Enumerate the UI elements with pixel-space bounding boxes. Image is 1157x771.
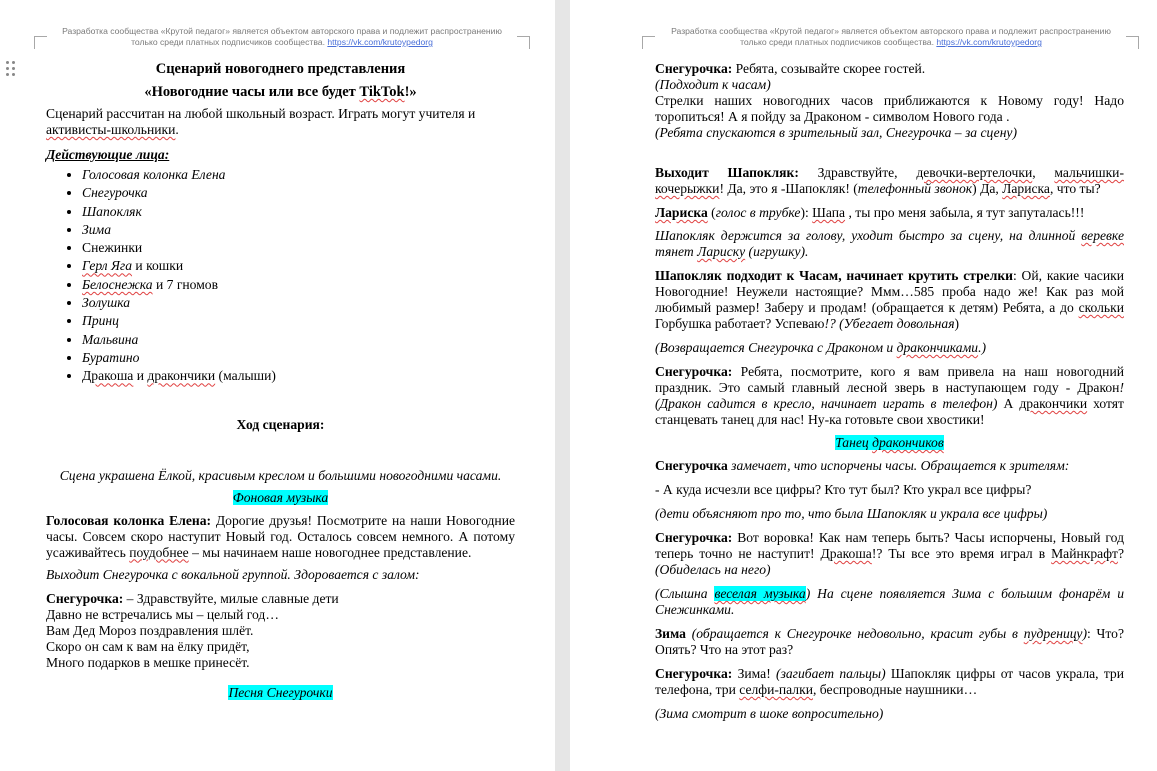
speech-text: - А куда исчезли все цифры? Кто тут был? Кто украл все цифры?	[655, 482, 1032, 497]
drag-handle-icon[interactable]	[6, 61, 18, 79]
page-1-body	[46, 61, 515, 701]
document-page-1	[0, 0, 555, 771]
scene-description: Сцена украшена Ёлкой, красивым креслом и большими новогодними часами.	[59, 467, 502, 483]
speech-zima: Зима (обращается к Снегурочке недовольно, красит губы в пудреницу): Что? Опять? Что на этот раз?	[655, 626, 1124, 657]
stage-direction: (Возвращается Снегурочка с Драконом и дракончиками.)	[655, 340, 986, 355]
poem: Снегурочка: – Здравствуйте, милые славные дети Давно не встречались мы – целый год… Вам Дед Мороз поздравления шлёт. Скоро он сам к вам на ёлку придёт, Много подарков в мешке принесёт.	[46, 590, 339, 670]
cast-heading: Действующие лица:	[46, 147, 170, 162]
stage-direction: Шапокляк держится за голову, уходит быстро за сцену, на длинной веревке тянет Лариску (игрушку).	[655, 228, 1124, 259]
header-link[interactable]: https://vk.com/krutoypedorg	[936, 37, 1042, 47]
cast-list	[46, 166, 515, 386]
stage-direction: (Слышна веселая музыка) На сцене появляется Зима с большим фонарём и Снежинками.	[655, 586, 1124, 617]
list-item: • Дракоша и дракончики (малыши)	[82, 367, 515, 385]
list-item: • Голосовая колонка Елена	[82, 166, 515, 184]
list-item: • Белоснежка и 7 гномов	[82, 276, 515, 294]
list-item: • Зима	[82, 221, 515, 239]
list-item: • Мальвина	[82, 331, 515, 349]
header-corner-left	[34, 36, 47, 49]
header-line-2: только среди платных подписчиков сообщества. https://vk.com/krutoypedorg	[131, 37, 433, 47]
speech-snegurochka-dragon: Снегурочка: Ребята, посмотрите, кого я вам привела на наш новогодний праздник. Это самый главный лесной зверь в наступающем году - Дракон! (Дракон садится в кресло, начинает играть в телефон) А дракончики хотят станцевать танец для нас! Ну-ка готовьте свои хвостики!	[655, 364, 1125, 427]
header-line-1: Разработка сообщества «Крутой педагог» является объектом авторского права и подлежит распространению	[62, 26, 502, 36]
list-item: • Герл Яга и кошки	[82, 257, 515, 275]
speech-lariska: Лариска (голос в трубке): Шапа , ты про меня забыла, я тут запуталась!!!	[655, 205, 1085, 220]
header-line-2: только среди платных подписчиков сообщества. https://vk.com/krutoypedorg	[740, 37, 1042, 47]
stage-direction: Снегурочка замечает, что испорчены часы. Обращается к зрителям:	[655, 458, 1070, 473]
speech-snegurochka-thief: Снегурочка: Вот воровка! Как нам теперь быть? Часы испорчены, Новый год теперь точно не наступит! Дракоша!? Ты все это время играл в Майнкрафт? (Обиделась на него)	[655, 530, 1124, 577]
script-subtitle: «Новогодние часы или все будет TikTok!»	[144, 84, 417, 100]
speech-snegurochka: Снегурочка: Ребята, созывайте скорее гостей.	[655, 61, 926, 76]
header-corner-left	[642, 36, 655, 49]
header-corner-right	[517, 36, 530, 49]
stage-direction: (Зима смотрит в шоке вопросительно)	[655, 706, 884, 721]
list-item: • Принц	[82, 312, 515, 330]
list-item: • Шапокляк	[82, 203, 515, 221]
document-page-2	[570, 0, 1157, 771]
course-heading: Ход сценария:	[236, 416, 325, 432]
speech-shapoklyak-clock: Шапокляк подходит к Часам, начинает крутить стрелки: Ой, какие часики Новогодние! Неужели настоящие? Ммм…585 проба надо же! Как раз мой любимый размер! Заберу и продам! (обращается к детям) Ребята, а до скольки Горбушка работает? Успеваю!? (Убегает довольная)	[655, 268, 1124, 331]
speech-shapoklyak: Выходит Шапокляк: Здравствуйте, девочки-вертелочки, мальчишки-кочерыжки! Да, это я -Шапокляк! (телефонный звонок) Да, Лариска, что ты?	[655, 165, 1124, 196]
page-header	[656, 26, 1126, 48]
intro-text: Сценарий рассчитан на любой школьный возраст. Играть могут учителя и активисты-школьники.	[46, 106, 476, 137]
page-header	[48, 26, 516, 48]
speech-column: Голосовая колонка Елена: Дорогие друзья! Посмотрите на наши Новогодние часы. Совсем скоро наступит Новый год. Осталось совсем немного. А потому усаживайтесь поудобнее – мы начинаем наше новогоднее представление.	[46, 512, 515, 560]
header-corner-right	[1126, 36, 1139, 49]
list-item: • Снежинки	[82, 239, 515, 257]
page-2-body	[655, 61, 1124, 722]
header-line-1: Разработка сообщества «Крутой педагог» является объектом авторского права и подлежит распространению	[671, 26, 1111, 36]
page-gap	[555, 0, 570, 771]
speech-text: Стрелки наших новогодних часов приближаются к Новому году! Надо торопиться! А я пойду за Драконом - символом Нового года .	[655, 93, 1124, 124]
stage-direction: Выходит Снегурочка с вокальной группой. Здоровается с залом:	[46, 566, 420, 582]
script-title: Сценарий новогоднего представления	[155, 61, 406, 77]
music-cue: Фоновая музыка	[232, 489, 329, 505]
list-item: • Буратино	[82, 349, 515, 367]
list-item: • Снегурочка	[82, 184, 515, 202]
stage-direction: (Ребята спускаются в зрительный зал, Снегурочка – за сцену)	[655, 125, 1017, 140]
dance-cue: Танец дракончиков	[835, 435, 944, 450]
stage-direction: (Подходит к часам)	[655, 77, 771, 92]
header-link[interactable]: https://vk.com/krutoypedorg	[327, 37, 433, 47]
list-item: • Золушка	[82, 294, 515, 312]
speech-snegurochka-zima: Снегурочка: Зима! (загибает пальцы) Шапокляк цифры от часов украла, три телефона, три селфи-палки, беспроводные наушники…	[655, 666, 1125, 697]
stage-direction: (дети объясняют про то, что была Шапокляк и украла все цифры)	[655, 506, 1048, 521]
song-cue: Песня Снегурочки	[228, 684, 333, 700]
